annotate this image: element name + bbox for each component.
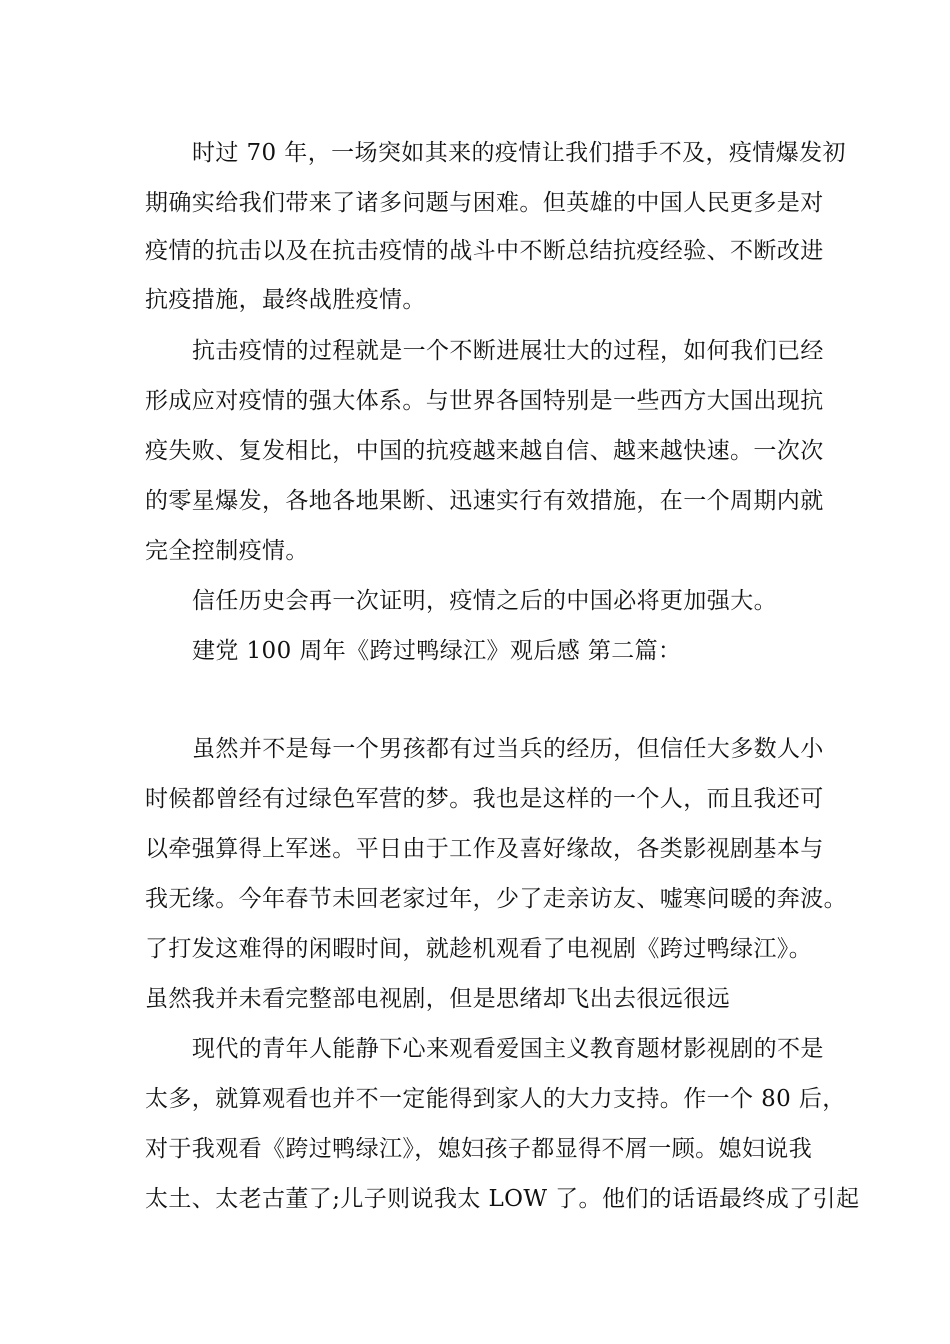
text-line: 以牵强算得上军迷。平日由于工作及喜好缘故，各类影视剧基本与 <box>145 836 824 862</box>
text-line: 疫情的抗击以及在抗击疫情的战斗中不断总结抗疫经验、不断改进 <box>145 238 824 264</box>
text-line: 形成应对疫情的强大体系。与世界各国特别是一些西方大国出现抗 <box>145 388 824 414</box>
text-line: 太土、太老古董了;儿子则说我太 LOW 了。他们的话语最终成了引起 <box>145 1186 860 1212</box>
text-line: 时过 70 年，一场突如其来的疫情让我们措手不及，疫情爆发初 <box>192 140 846 166</box>
text-line: 抗疫措施，最终战胜疫情。 <box>145 287 426 313</box>
text-line: 疫失败、复发相比，中国的抗疫越来越自信、越来越快速。一次次 <box>145 438 824 464</box>
text-line: 抗击疫情的过程就是一个不断进展壮大的过程，如何我们已经 <box>192 338 824 364</box>
text-line: 虽然我并未看完整部电视剧，但是思绪却飞出去很远很远 <box>145 986 730 1012</box>
text-line: 完全控制疫情。 <box>145 538 309 564</box>
section-heading: 建党 100 周年《跨过鸭绿江》观后感 第二篇： <box>192 638 682 664</box>
text-line: 我无缘。今年春节未回老家过年，少了走亲访友、嘘寒问暖的奔波。 <box>145 886 847 912</box>
text-line: 信任历史会再一次证明，疫情之后的中国必将更加强大。 <box>192 588 777 614</box>
text-line: 的零星爆发，各地各地果断、迅速实行有效措施，在一个周期内就 <box>145 488 824 514</box>
text-line: 期确实给我们带来了诸多问题与困难。但英雄的中国人民更多是对 <box>145 190 824 216</box>
text-line: 虽然并不是每一个男孩都有过当兵的经历，但信任大多数人小 <box>192 736 824 762</box>
text-line: 了打发这难得的闲暇时间，就趁机观看了电视剧《跨过鸭绿江》。 <box>145 936 813 962</box>
text-line: 对于我观看《跨过鸭绿江》，媳妇孩子都显得不屑一顾。媳妇说我 <box>145 1136 813 1162</box>
text-line: 时候都曾经有过绿色军营的梦。我也是这样的一个人，而且我还可 <box>145 786 824 812</box>
text-line: 太多，就算观看也并不一定能得到家人的大力支持。作一个 80 后， <box>145 1086 846 1112</box>
text-line: 现代的青年人能静下心来观看爱国主义教育题材影视剧的不是 <box>192 1036 824 1062</box>
